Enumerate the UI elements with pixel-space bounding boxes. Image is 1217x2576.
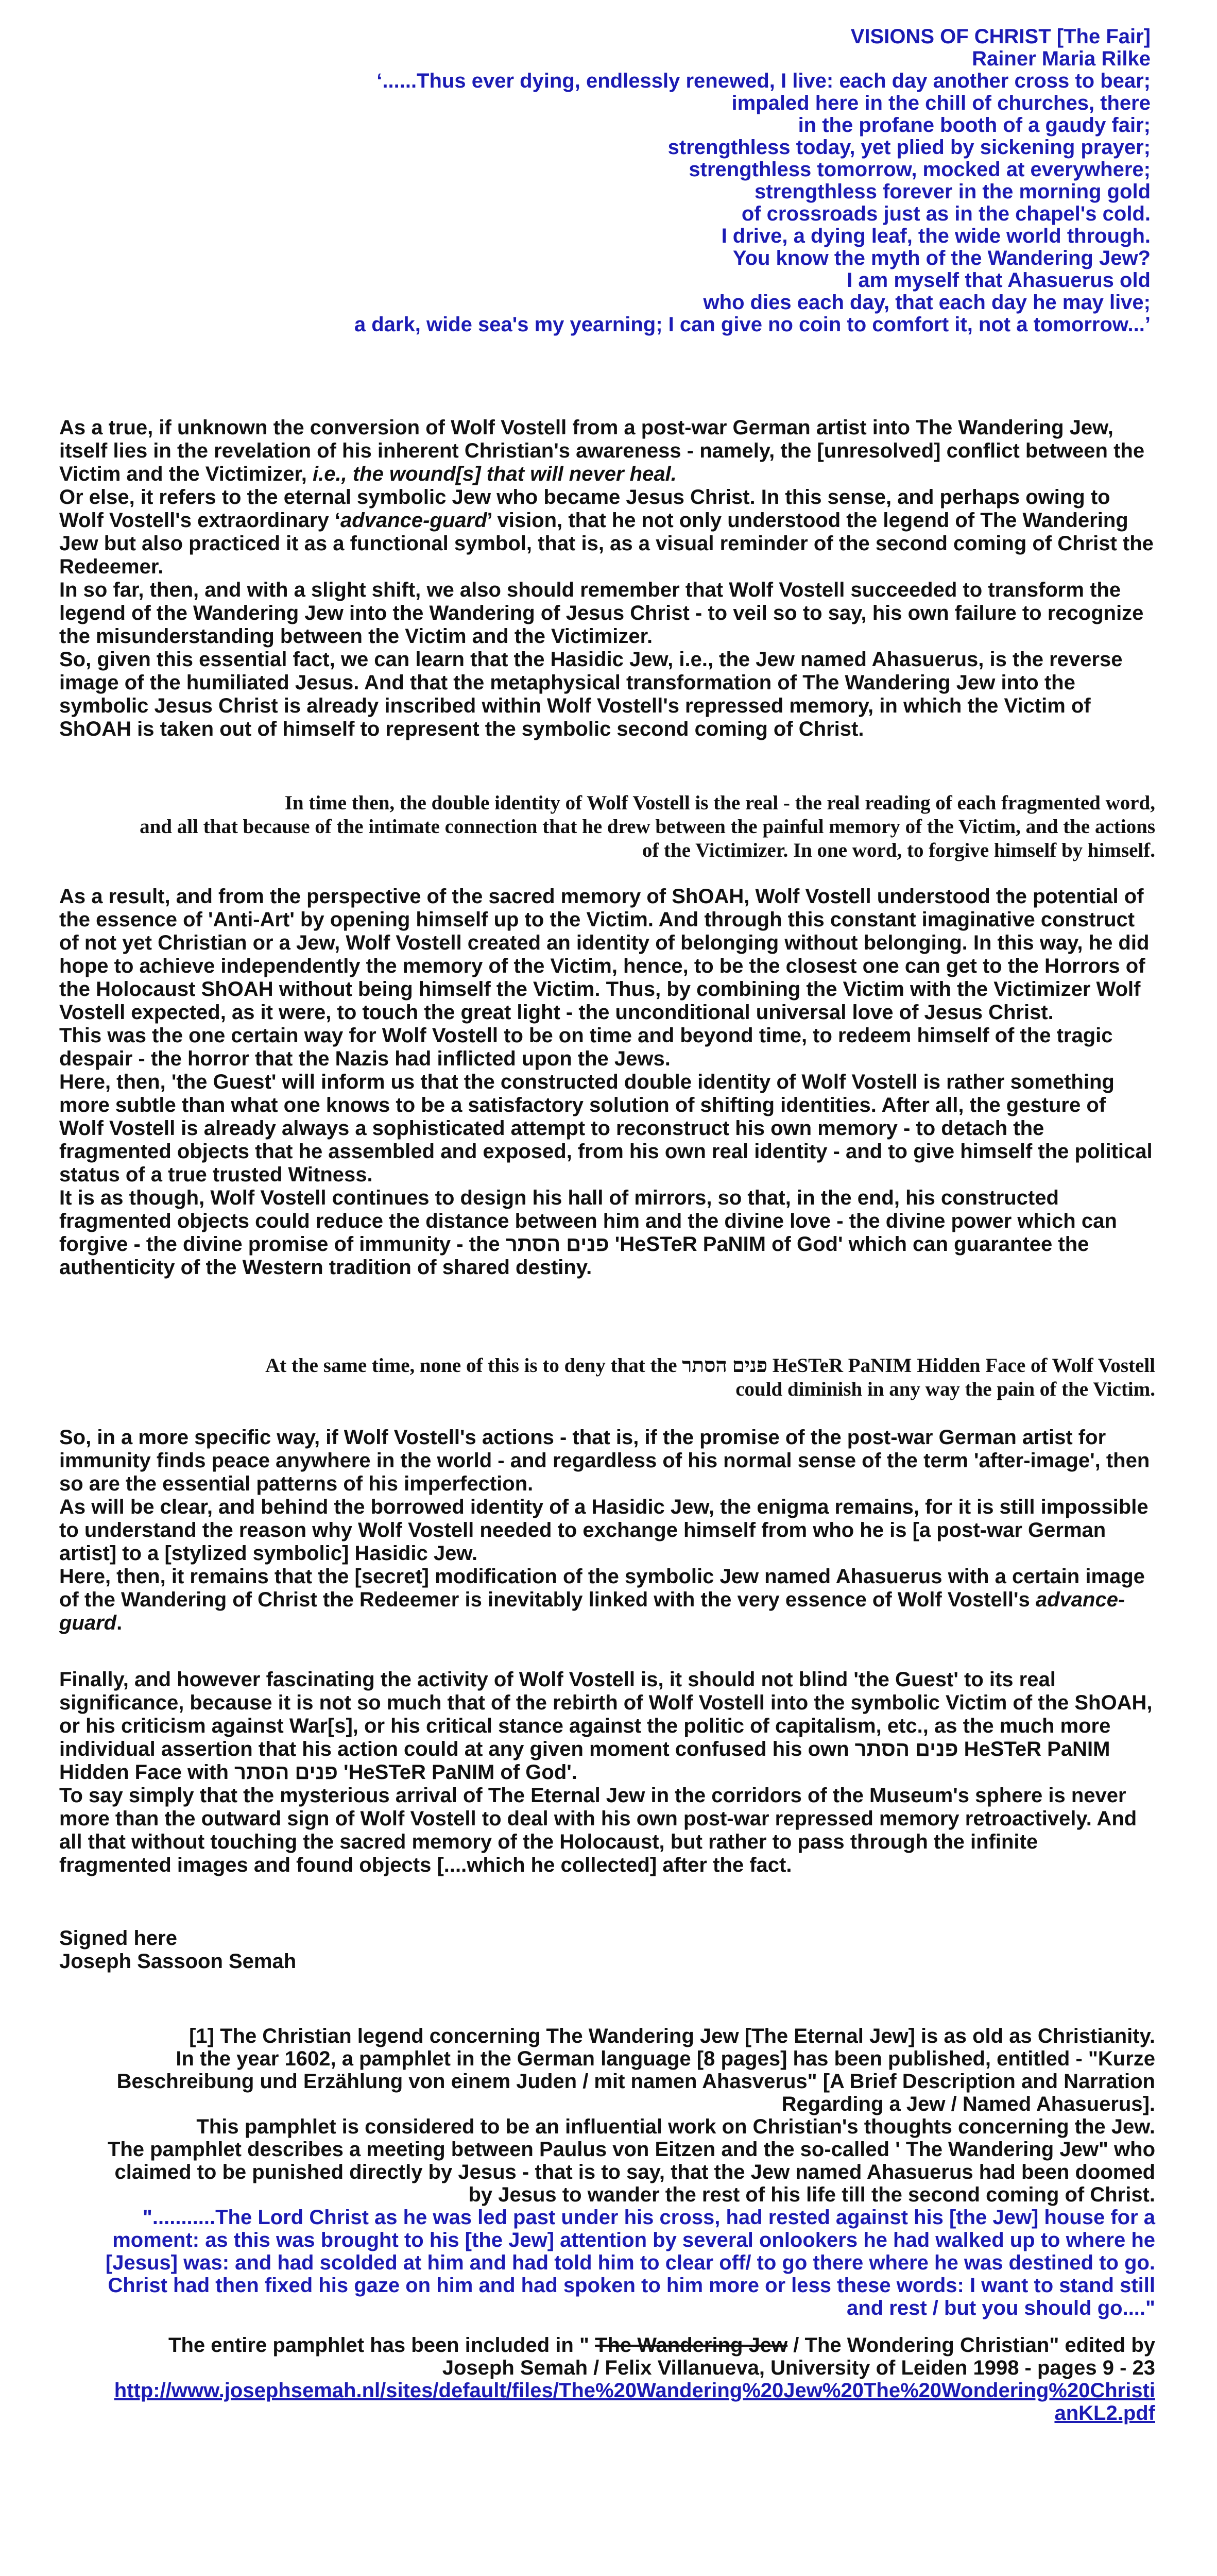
poem-line: I am myself that Ahasuerus old — [847, 269, 1151, 292]
paragraph: Here, then, 'the Guest' will inform us that the constructed double identity of Wolf Vostell is rather something more subtle than what one knows to be a satisfactory solution of shifting identities. After all, the gesture of Wolf Vostell is already always a sophisticated attempt to reconstruct his own memory - to detach the fragmented objects that he assembled and exposed, from his own real identity - and to give himself the political status of a true trusted Witness. — [59, 1071, 1153, 1186]
poem-line: You know the myth of the Wandering Jew? — [732, 247, 1151, 269]
paragraph: This was the one certain way for Wolf Vostell to be on time and beyond time, to redeem himself of the tragic despair - the horror that the Nazis had inflicted upon the Jews. — [59, 1024, 1113, 1070]
footnote-line: claimed to be punished directly by Jesus - that is to say, that the Jew named Ahasuerus had been doomed — [114, 2161, 1155, 2183]
footnote-line: This pamphlet is considered to be an influential work on Christian's thoughts concerning the Jew. — [196, 2115, 1155, 2138]
quote-line: At the same time, none of this is to deny that the פנים הסתר HeSTeR PaNIM Hidden Face of Wolf Vostell — [265, 1354, 1155, 1377]
paragraph: It is as though, Wolf Vostell continues to design his hall of mirrors, so that, in the end, his constructed fragmented objects could reduce the distance between him and the divine love - the divine power which can forgive - the divine promise of immunity - the פנים הסתר 'HeSTeR PaNIM of God' which can guarantee the authenticity of the Western tradition of shared destiny. — [59, 1187, 1117, 1279]
poem-line: who dies each day, that each day he may live; — [703, 291, 1151, 314]
poem-title: VISIONS OF CHRIST [The Fair] — [850, 25, 1151, 48]
poem-line: of crossroads just as in the chapel's cold. — [741, 202, 1151, 225]
poem-line: strengthless tomorrow, mocked at everywhere; — [689, 158, 1151, 181]
signature-line: Signed here — [59, 1927, 177, 1950]
struck-title: The Wandering Jew — [595, 2334, 788, 2357]
paragraph: Finally, and however fascinating the activity of Wolf Vostell is, it should not blind 'the Guest' to its real significance, because it is not so much that of the rebirth of Wolf Vostell into the symbolic Victim of the ShOAH, or his criticism against War[s], or his critical stance against the politic of capitalism, etc., as the much more individual assertion that his action could at any given moment confused his own פנים הסתר HeSTeR PaNIM Hidden Face with פנים הסתר 'HeSTeR PaNIM of God'. — [59, 1668, 1153, 1784]
essay-section-3 — [59, 1426, 1155, 1635]
poem-line: a dark, wide sea's my yearning; I can give no coin to comfort it, not a tomorrow...’ — [354, 313, 1151, 336]
paragraph: As a true, if unknown the conversion of Wolf Vostell from a post-war German artist into The Wandering Jew, itself lies in the revelation of his inherent Christian's awareness - namely, the [unresolved] conflict between the Victim and the Victimizer, i.e., the wound[s] that will never heal. — [59, 416, 1145, 485]
paragraph: To say simply that the mysterious arrival of The Eternal Jew in the corridors of the Museum's sphere is never more than the outward sign of Wolf Vostell to deal with his own post-war repressed memory retroactively. And all that without touching the sacred memory of the Holocaust, but rather to pass through the infinite fragmented images and found objects [....which he collected] after the fact. — [59, 1784, 1137, 1876]
poem-line: impaled here in the chill of churches, there — [731, 92, 1151, 114]
paragraph: In so far, then, and with a slight shift, we also should remember that Wolf Vostell succeeded to transform the legend of the Wandering Jew into the Wandering of Jesus Christ - to veil so to say, his own failure to recognize the misunderstanding between the Victim and the Victimizer. — [59, 579, 1144, 648]
paragraph: As will be clear, and behind the borrowed identity of a Hasidic Jew, the enigma remains, for it is still impossible to understand the reason why Wolf Vostell needed to exchange himself from who he is [a post-war German artist] to a [stylized symbolic] Hasidic Jew. — [59, 1496, 1149, 1565]
poem-line: ‘......Thus ever dying, endlessly renewed, I live: each day another cross to bear; — [376, 70, 1151, 92]
footnote-quote-line: moment: as this was brought to his [the Jew] attention by several onlookers he had walked up to where he — [112, 2229, 1155, 2251]
credit-line: The entire pamphlet has been included in " The Wandering Jew / The Wondering Christian" edited by — [168, 2334, 1155, 2357]
hebrew-text: פנים הסתר — [854, 1738, 958, 1760]
quote-line: In time then, the double identity of Wolf Vostell is the real - the real reading of each fragmented word, — [284, 792, 1155, 814]
poem-line: in the profane booth of a gaudy fair; — [798, 114, 1151, 137]
essay-section-1 — [59, 416, 1155, 741]
paragraph: So, given this essential fact, we can learn that the Hasidic Jew, i.e., the Jew named Ahasuerus, is the reverse image of the humiliated Jesus. And that the metaphysical transformation of The Wandering Jew into the symbolic Jesus Christ is already inscribed within Wolf Vostell's repressed memory, in which the Victim of ShOAH is taken out of himself to represent the symbolic second coming of Christ. — [59, 648, 1123, 740]
credit-line: Joseph Semah / Felix Villanueva, University of Leiden 1998 - pages 9 - 23 — [442, 2357, 1155, 2379]
pamphlet-link[interactable]: http://www.josephsemah.nl/sites/default/files/The%20Wandering%20Jew%20The%20Wondering%20Christi anKL2.pdf — [114, 2379, 1155, 2425]
poem-block — [258, 26, 1151, 336]
footnote-quote-line: Christ had then fixed his gaze on him and had spoken to him more or less these words: I want to stand still — [108, 2274, 1155, 2297]
serif-quote-2 — [59, 1354, 1155, 1401]
credit-block — [59, 2334, 1155, 2425]
footnote-block — [59, 2025, 1155, 2319]
poem-author: Rainer Maria Rilke — [972, 47, 1151, 70]
hebrew-text: פנים הסתר — [234, 1761, 338, 1784]
paragraph: Here, then, it remains that the [secret] modification of the symbolic Jew named Ahasuerus with a certain image of the Wandering of Christ the Redeemer is inevitably linked with the very essence of Wolf Vostell's advance-guard. — [59, 1565, 1145, 1634]
poem-line: I drive, a dying leaf, the wide world through. — [721, 225, 1151, 247]
serif-quote-1 — [59, 791, 1155, 862]
footnote-line: [1] The Christian legend concerning The Wandering Jew [The Eternal Jew] is as old as Christianity. — [189, 2025, 1155, 2047]
hebrew-text: פנים הסתר — [682, 1354, 768, 1377]
paragraph: So, in a more specific way, if Wolf Vostell's actions - that is, if the promise of the post-war German artist for immunity finds peace anywhere in the world - and regardless of his normal sense of the term 'after-image', then so are the essential patterns of his imperfection. — [59, 1426, 1150, 1495]
paragraph: Or else, it refers to the eternal symbolic Jew who became Jesus Christ. In this sense, and perhaps owing to Wolf Vostell's extraordinary ‘advance-guard’ vision, that he not only understood the legend of The Wandering Jew but also practiced it as a functional symbol, that is, as a visual reminder of the second coming of Christ the Redeemer. — [59, 486, 1154, 578]
paragraph: As a result, and from the perspective of the sacred memory of ShOAH, Wolf Vostell understood the potential of the essence of 'Anti-Art' by opening himself up to the Victim. And through this constant imaginative construct of not yet Christian or a Jew, Wolf Vostell created an identity of belonging without belonging. In this way, he did hope to achieve independently the memory of the Victim, hence, to be the closest one can get to the Horrors of the Holocaust ShOAH without being himself the Victim. Thus, by combining the Victim with the Victimizer Wolf Vostell expected, as it were, to touch the great light - the unconditional universal love of Jesus Christ. — [59, 885, 1150, 1024]
signature-name: Joseph Sassoon Semah — [59, 1950, 297, 1973]
footnote-line: Beschreibung und Erzählung von einem Juden / mit namen Ahasverus" [A Brief Description and Narration — [116, 2070, 1155, 2093]
footnote-line: Regarding a Jew / Named Ahasuerus]. — [781, 2093, 1155, 2115]
footnote-line: The pamphlet describes a meeting between Paulus von Eitzen and the so-called ' The Wandering Jew" who — [107, 2138, 1155, 2161]
quote-line: of the Victimizer. In one word, to forgive himself by himself. — [642, 839, 1155, 861]
footnote-quote-line: "...........The Lord Christ as he was led past under his cross, had rested against his [the Jew] house for a — [142, 2206, 1155, 2229]
footnote-line: by Jesus to wander the rest of his life till the second coming of Christ. — [468, 2183, 1155, 2206]
hebrew-text: פנים הסתר — [505, 1233, 609, 1256]
quote-line: and all that because of the intimate connection that he drew between the painful memory of the Victim, and the actions — [140, 816, 1155, 838]
footnote-quote-line: and rest / but you should go...." — [847, 2297, 1155, 2319]
footnote-line: In the year 1602, a pamphlet in the German language [8 pages] has been published, entitled - "Kurze — [176, 2047, 1155, 2070]
footnote-quote-line: [Jesus] was: and had scolded at him and had told him to clear off/ to go there where he was destined to go. — [105, 2251, 1155, 2274]
poem-line: strengthless today, yet plied by sickening prayer; — [667, 136, 1151, 159]
poem-line: strengthless forever in the morning gold — [755, 180, 1151, 203]
essay-section-2 — [59, 885, 1155, 1279]
essay-section-4 — [59, 1668, 1155, 1877]
signature-block — [59, 1927, 1155, 1973]
quote-line: could diminish in any way the pain of the Victim. — [735, 1378, 1155, 1400]
